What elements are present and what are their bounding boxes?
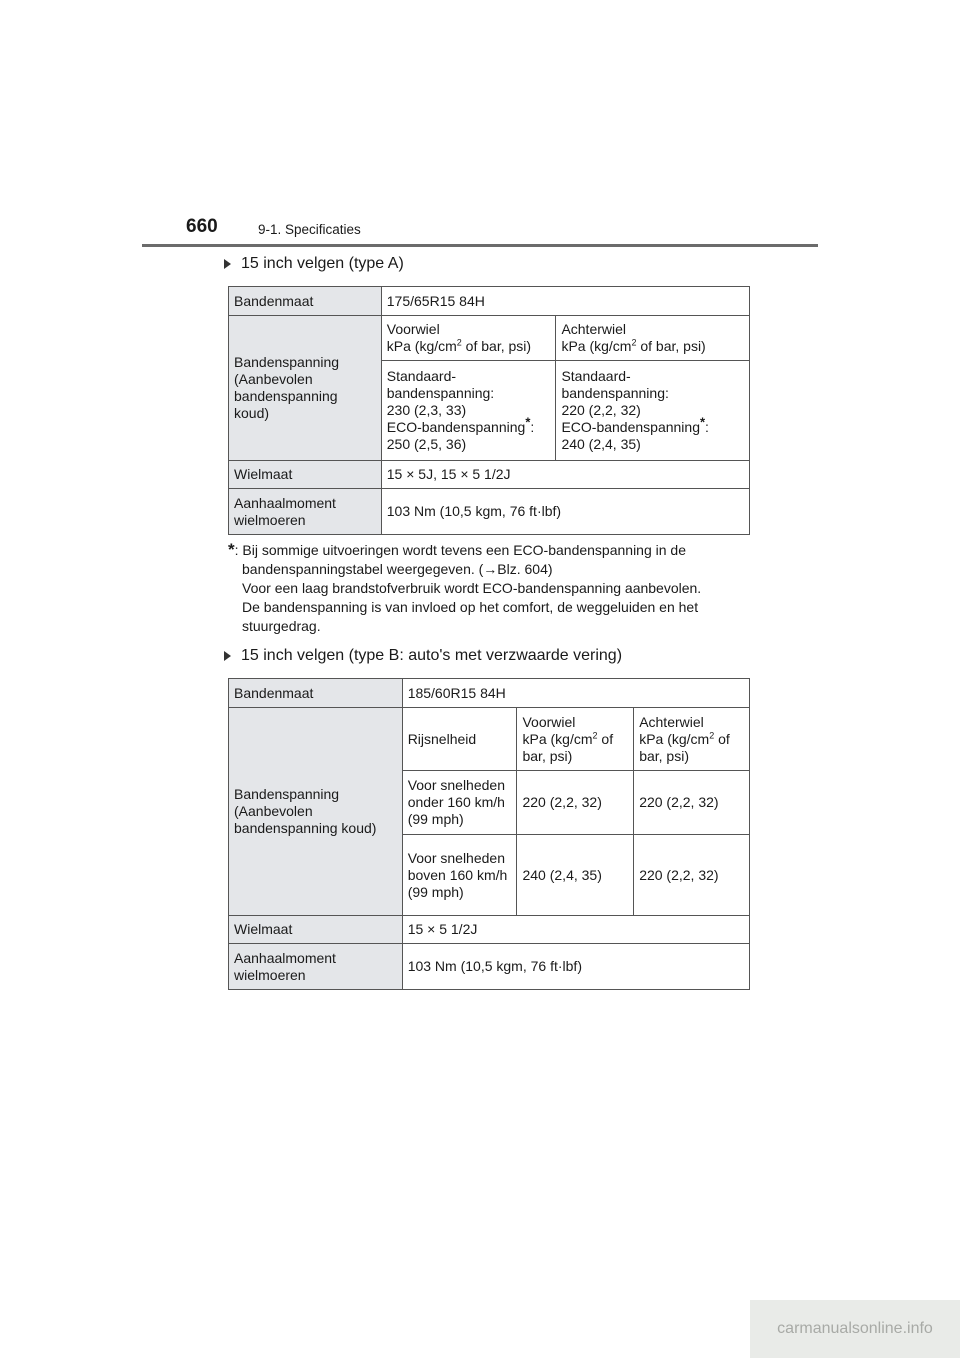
table-row	[229, 708, 750, 771]
colon: :	[705, 419, 709, 435]
eco-label: ECO-bandenspanning	[386, 419, 526, 435]
unit-label: kPa (kg/cm	[639, 730, 710, 747]
asterisk: *	[525, 414, 531, 430]
footnote-line: bandenspanningstabel weergegeven. (→Blz. 604)	[242, 561, 553, 577]
standard-value: 220 (2,2, 32)	[561, 402, 641, 418]
standard-label-2: bandenspanning:	[561, 385, 669, 401]
wheel-size-label: Wielmaat	[229, 916, 403, 944]
rear-value-row-1: 220 (2,2, 32)	[634, 771, 750, 835]
superscript: 2	[709, 729, 715, 740]
standard-label: Standaard-	[386, 368, 457, 384]
footnote-line	[228, 540, 746, 560]
table-row	[229, 316, 750, 361]
watermark: carmanualsonline.info	[750, 1300, 960, 1358]
standard-label-2: bandenspanning:	[386, 385, 495, 401]
eco-value: 240 (2,4, 35)	[561, 436, 641, 452]
torque-label: Aanhaalmoment wielmoeren	[229, 489, 382, 535]
speed-header: Rijsnelheid	[402, 708, 517, 771]
speed-row-1: Voor snelheden onder 160 km/h (99 mph)	[402, 771, 517, 835]
unit-label: kPa (kg/cm	[522, 730, 593, 747]
unit-label-end: of bar, psi)	[522, 730, 614, 764]
unit-label-end: of bar, psi)	[461, 338, 532, 354]
table-row	[229, 461, 750, 489]
tire-size-value: 185/60R15 84H	[402, 679, 749, 708]
torque-value: 103 Nm (10,5 kgm, 76 ft·lbf)	[402, 944, 749, 990]
eco-label: ECO-bandenspanning	[561, 419, 700, 435]
rear-wheel-header	[556, 316, 750, 361]
rear-value-row-2: 220 (2,2, 32)	[634, 835, 750, 916]
page-number: 660	[186, 216, 218, 237]
unit-label: kPa (kg/cm	[561, 338, 632, 354]
superscript: 2	[631, 337, 637, 348]
standard-label: Standaard-	[561, 368, 631, 384]
triangle-bullet-icon	[224, 651, 231, 661]
table-row	[229, 679, 750, 708]
footnote-line: De bandenspanning is van invloed op het comfort, de weggeluiden en het	[242, 599, 699, 615]
table-row	[229, 944, 750, 990]
tire-table-b	[228, 678, 750, 990]
rear-pressure-values	[556, 361, 750, 461]
superscript: 2	[592, 729, 598, 740]
asterisk: *	[699, 414, 706, 430]
heading-table-b-text: 15 inch velgen (type B: auto's met verzwaarde vering)	[241, 647, 623, 664]
tire-size-label: Bandenmaat	[229, 679, 403, 708]
superscript: 2	[456, 337, 462, 348]
footnote-line: stuurgedrag.	[242, 618, 321, 634]
wheel-size-value: 15 × 5J, 15 × 5 1/2J	[381, 461, 749, 489]
unit-label: kPa (kg/cm	[386, 338, 457, 354]
front-value-row-2: 240 (2,4, 35)	[517, 835, 634, 916]
tire-size-label: Bandenmaat	[229, 287, 382, 316]
footnote-mark: *	[228, 540, 235, 559]
footnote	[228, 540, 746, 636]
front-wheel-label: Voorwiel	[386, 321, 440, 337]
standard-value: 230 (2,3, 33)	[386, 402, 467, 418]
torque-label: Aanhaalmoment wielmoeren	[229, 944, 403, 990]
front-wheel-label: Voorwiel	[522, 713, 576, 730]
header-divider	[142, 244, 818, 247]
heading-table-a	[224, 255, 404, 273]
unit-label-end: of bar, psi)	[636, 338, 706, 354]
footnote-line: Voor een laag brandstofverbruik wordt ECO-bandenspanning aanbevolen.	[242, 580, 702, 596]
colon: :	[530, 419, 535, 435]
tire-table-a	[228, 286, 750, 535]
section-title: 9-1. Specificaties	[258, 222, 361, 237]
rear-wheel-label: Achterwiel	[561, 321, 627, 337]
heading-table-a-text: 15 inch velgen (type A)	[241, 255, 404, 272]
triangle-bullet-icon	[224, 259, 231, 269]
rear-wheel-header	[634, 708, 750, 771]
heading-table-b	[224, 647, 622, 665]
footnote-text: : Bij sommige uitvoeringen wordt tevens een ECO-bandenspanning in de	[234, 542, 687, 558]
tire-size-value: 175/65R15 84H	[381, 287, 749, 316]
unit-label-end: of bar, psi)	[639, 730, 730, 764]
pressure-label: Bandenspanning (Aanbevolen bandenspanning koud)	[229, 316, 382, 461]
speed-row-2: Voor snelheden boven 160 km/h (99 mph)	[402, 835, 517, 916]
rear-wheel-label: Achterwiel	[639, 713, 704, 730]
pressure-label: Bandenspanning (Aanbevolen bandenspanning koud)	[229, 708, 403, 916]
table-row	[229, 916, 750, 944]
table-row	[229, 287, 750, 316]
table-row	[229, 489, 750, 535]
front-wheel-header	[517, 708, 634, 771]
front-value-row-1: 220 (2,2, 32)	[517, 771, 634, 835]
wheel-size-value: 15 × 5 1/2J	[402, 916, 749, 944]
torque-value: 103 Nm (10,5 kgm, 76 ft·lbf)	[381, 489, 749, 535]
front-pressure-values	[381, 361, 556, 461]
front-wheel-header	[381, 316, 556, 361]
wheel-size-label: Wielmaat	[229, 461, 382, 489]
eco-value: 250 (2,5, 36)	[386, 436, 467, 452]
